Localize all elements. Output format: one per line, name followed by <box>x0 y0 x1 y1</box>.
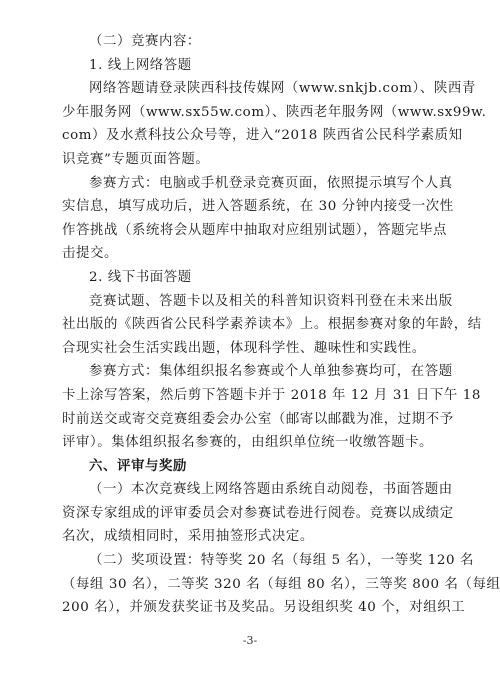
text-line: 200 名），并颁发获奖证书及奖品。另设组织奖 40 个，对组织工 <box>62 600 466 616</box>
text-line: com）及水煮科技公众号等，进入“2018 陕西省公民科学素质知 <box>62 128 463 144</box>
text-line: 作答挑战（系统将会从题库中抽取对应组别试题），答题完毕点 <box>62 222 448 238</box>
text-line: 合现实社会生活实践出题，体现科学性、趣味性和实践性。 <box>62 340 426 356</box>
text-line: 竞赛试题、答题卡以及相关的科普知识资料刊登在未来出版 <box>89 293 453 309</box>
text-line: （一）本次竞赛线上网络答题由系统自动阅卷，书面答题由 <box>89 482 453 498</box>
text-line: 少年服务网（www.sx55w.com）、陕西老年服务网（www.sx99w. <box>62 104 487 120</box>
text-line: 击提交。 <box>62 246 118 262</box>
text-line: （每组 30 名），二等奖 320 名（每组 80 名），三等奖 800 名（每组 <box>62 576 500 592</box>
text-line: 实信息，填写成功后，进入答题系统，在 30 分钟内接受一次性 <box>62 199 454 215</box>
text-line: 时前送交或寄交竞赛组委会办公室（邮寄以邮戳为准，过期不予 <box>62 411 454 427</box>
text-line: 名次，成绩相同时，采用抽签形式决定。 <box>62 529 314 545</box>
text-line: 卡上涂写答案，然后剪下答题卡并于 2018 年 12 月 31 日下午 18 <box>62 387 481 403</box>
text-line: 参赛方式：电脑或手机登录竞赛页面，依照提示填写个人真 <box>89 175 453 191</box>
text-line: 评审）。集体组织报名参赛的，由组织单位统一收缴答题卡。 <box>62 435 434 451</box>
text-line: （二）奖项设置：特等奖 20 名（每组 5 名），一等奖 120 名 <box>89 553 474 569</box>
text-line: 识竞赛”专题页面答题。 <box>62 151 210 167</box>
text-line: 2. 线下书面答题 <box>89 269 192 285</box>
text-line: 社出版的《陕西省公民科学素养读本》上。根据参赛对象的年龄，结 <box>62 317 482 333</box>
text-line: 网络答题请登录陕西科技传媒网（www.snkjb.com）、陕西青 <box>89 81 476 97</box>
text-line: 参赛方式：集体组织报名参赛或个人单独参赛均可，在答题 <box>89 364 453 380</box>
section-heading: 六、评审与奖励 <box>89 458 187 474</box>
document-body <box>62 30 500 620</box>
text-line: 资深专家组成的评审委员会对参赛试卷进行阅卷。竞赛以成绩定 <box>62 505 454 521</box>
text-line: （二）竞赛内容： <box>89 34 201 49</box>
page-number: -3- <box>242 634 258 647</box>
text-line: 1. 线上网络答题 <box>89 57 192 73</box>
